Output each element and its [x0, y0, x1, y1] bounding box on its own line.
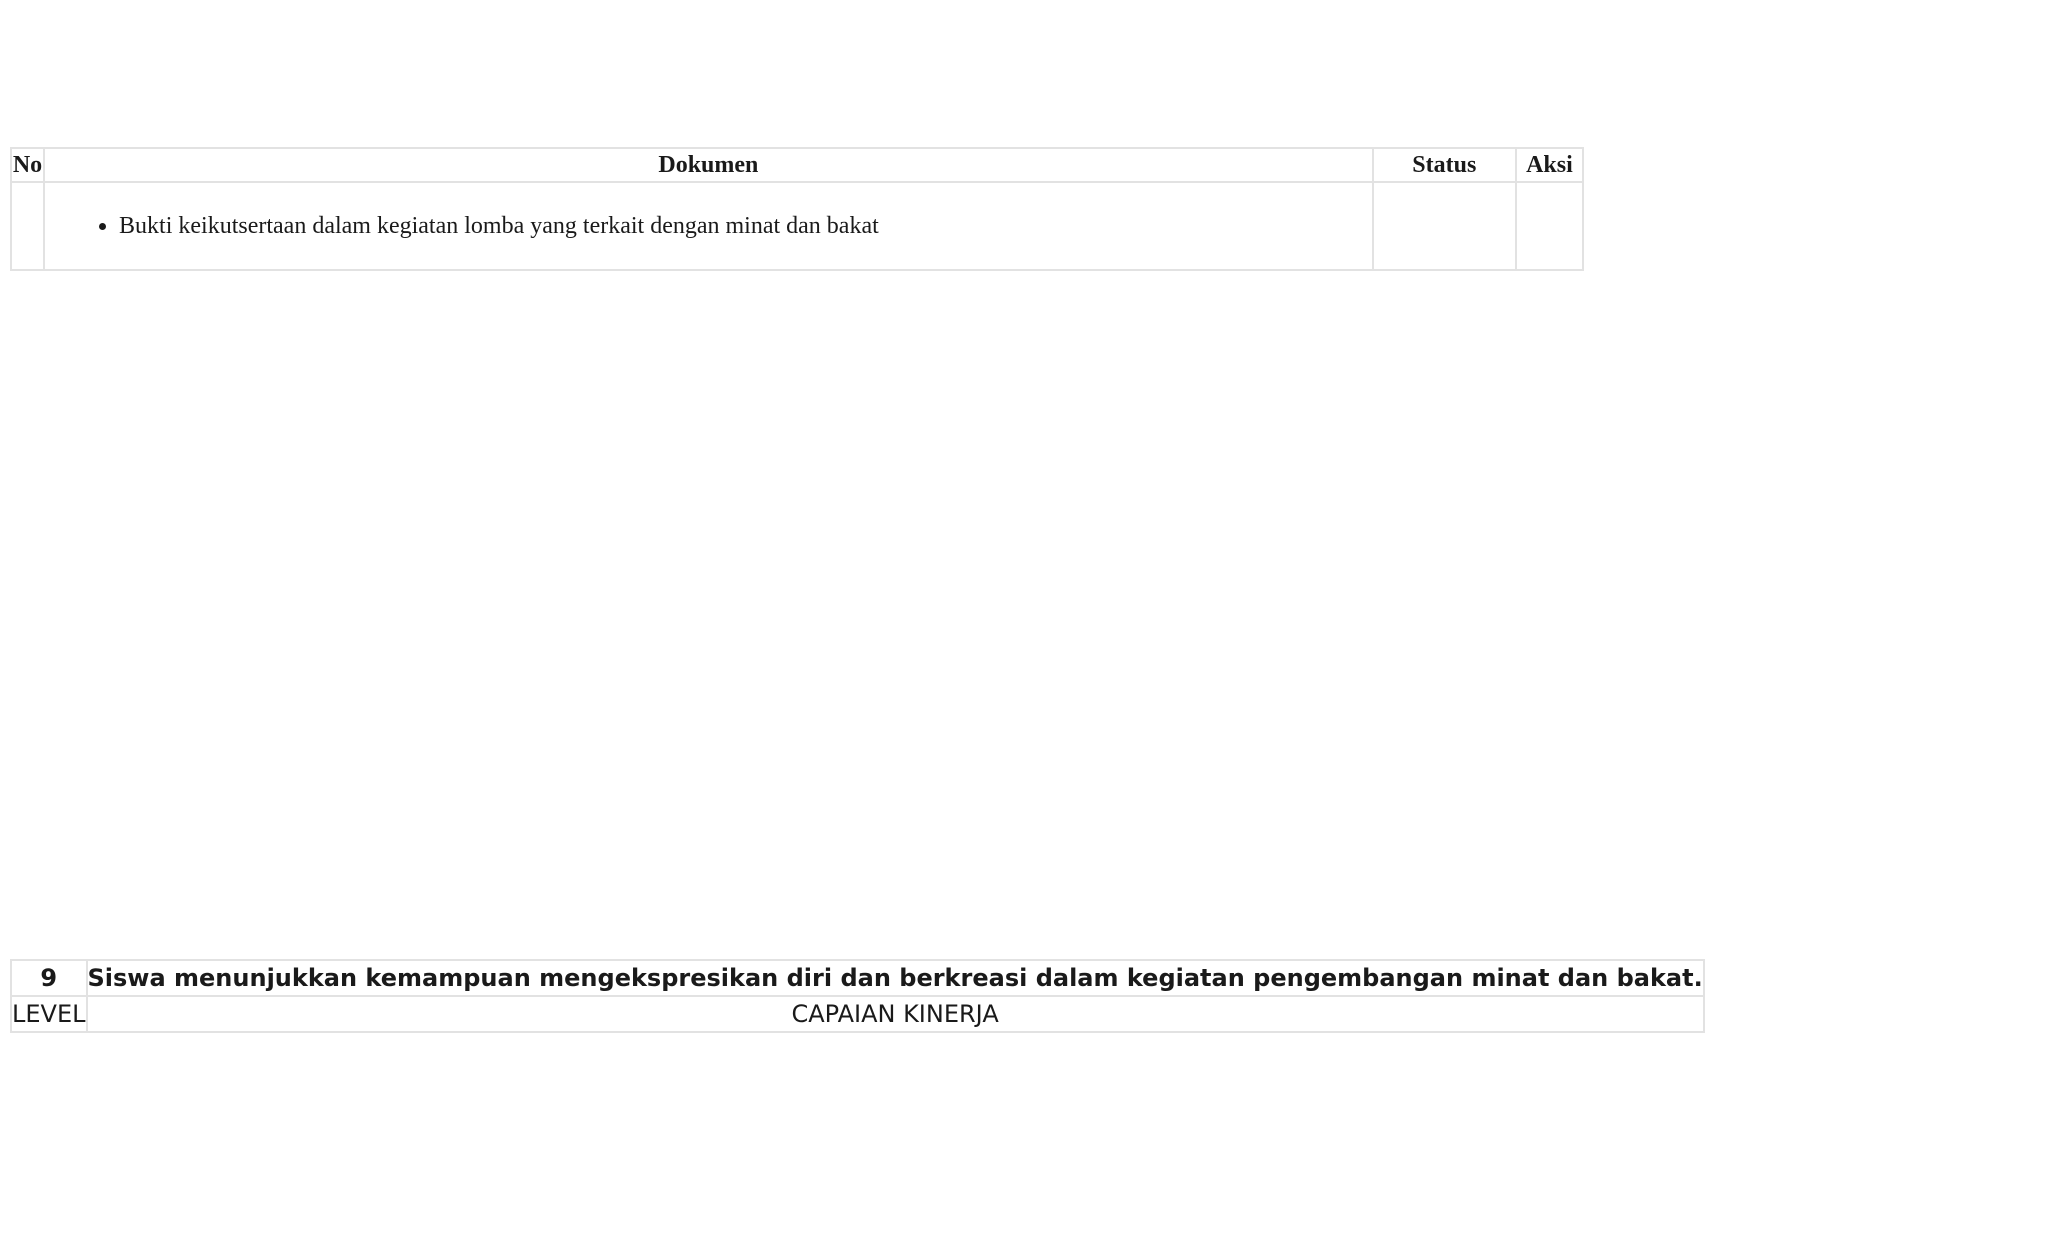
performance-label: CAPAIAN KINERJA: [87, 996, 1704, 1032]
documents-table: [10, 147, 1584, 271]
criterion-row: [11, 960, 1704, 996]
header-aksi: Aksi: [1516, 148, 1583, 182]
table-row: [11, 182, 1583, 270]
document-list: [45, 213, 1372, 240]
row-no-cell: [11, 182, 44, 270]
level-row: [11, 996, 1704, 1032]
header-no: No: [11, 148, 44, 182]
row-document-cell: [44, 182, 1373, 270]
row-status-cell: [1373, 182, 1516, 270]
row-aksi-cell[interactable]: [1516, 182, 1583, 270]
header-dokumen: Dokumen: [44, 148, 1373, 182]
criterion-statement: Siswa menunjukkan kemampuan mengekspresikan diri dan berkreasi dalam kegiatan pengembangan minat dan bakat.: [87, 960, 1704, 996]
list-item: • Bukti keikutsertaan dalam kegiatan lomba yang terkait dengan minat dan bakat: [119, 213, 1372, 240]
level-label: LEVEL: [11, 996, 87, 1032]
header-status: Status: [1373, 148, 1516, 182]
criterion-number: 9: [11, 960, 87, 996]
documents-header-row: [11, 148, 1583, 182]
criterion-table: [10, 959, 1705, 1033]
